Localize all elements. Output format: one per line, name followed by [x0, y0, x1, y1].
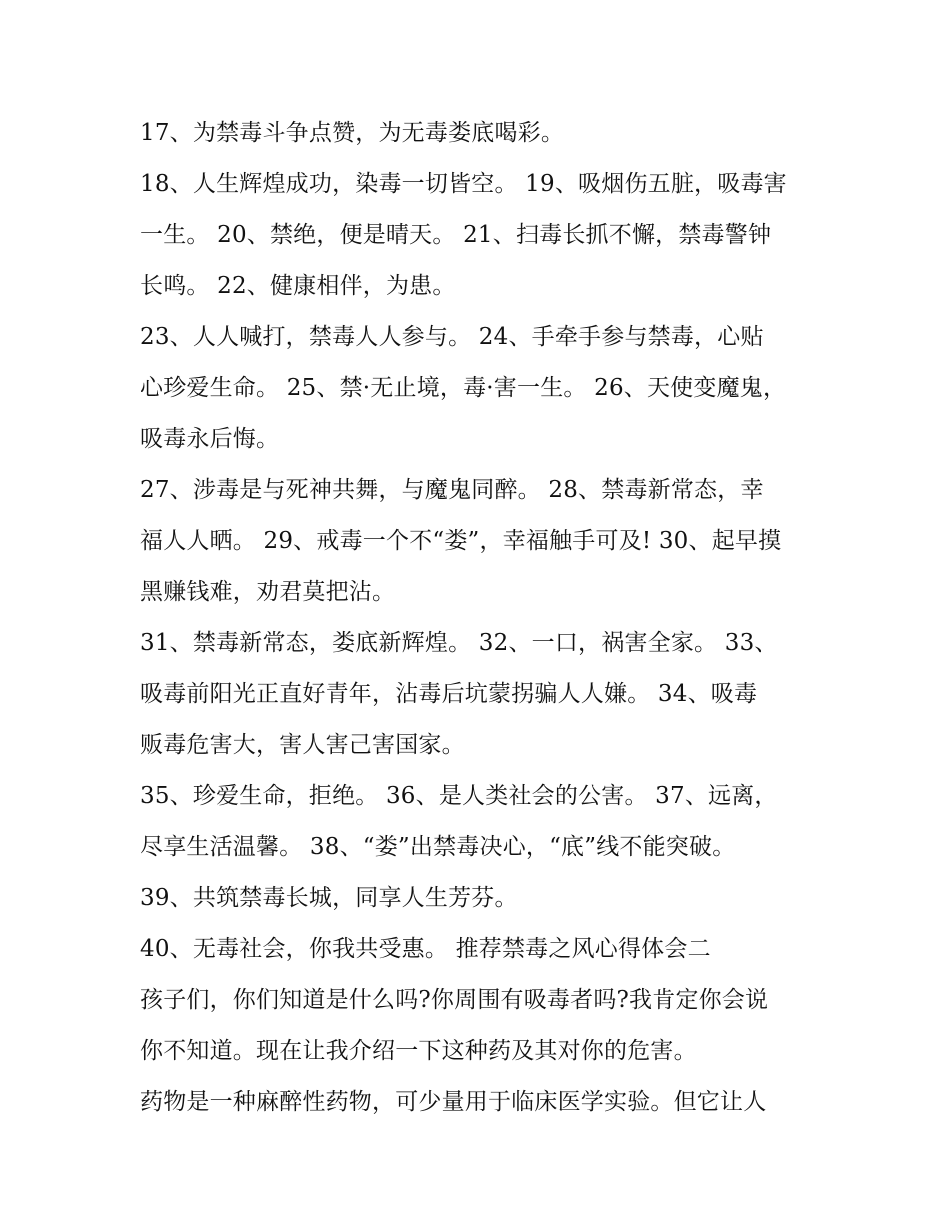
text-line-14: 35、珍爱生命，拒绝。 36、是人类社会的公害。 37、远离， [140, 783, 778, 809]
text-line-15: 尽享生活温馨。 38、“娄”出禁毒决心，“底”线不能突破。 [140, 834, 736, 860]
text-line-10: 黑赚钱难，劝君莫把沾。 [140, 579, 396, 605]
text-line-1: 17、为禁毒斗争点赞，为无毒娄底喝彩。 [140, 120, 565, 146]
text-line-6: 心珍爱生命。 25、禁·无止境，毒·害一生。 26、天使变魔鬼， [140, 375, 787, 401]
text-line-7: 吸毒永后悔。 [140, 426, 280, 452]
text-line-5: 23、人人喊打，禁毒人人参与。 24、手牵手参与禁毒，心贴 [140, 324, 764, 350]
text-line-4: 长鸣。 22、健康相伴，为患。 [140, 273, 456, 299]
text-line-16: 39、共筑禁毒长城，同享人生芳芬。 [140, 885, 518, 911]
text-line-12: 吸毒前阳光正直好青年，沾毒后坑蒙拐骗人人嫌。 34、吸毒 [140, 681, 758, 707]
text-line-17: 40、无毒社会，你我共受惠。 推荐禁毒之风心得体会二 [140, 936, 711, 962]
text-line-9: 福人人晒。 29、戒毒一个不“娄”，幸福触手可及! 30、起早摸 [140, 528, 782, 554]
text-line-8: 27、涉毒是与死神共舞，与魔鬼同醉。 28、禁毒新常态，幸 [140, 477, 764, 503]
text-line-18: 孩子们，你们知道是什么吗?你周围有吸毒者吗?我肯定你会说 [140, 987, 769, 1013]
text-line-3: 一生。 20、禁绝，便是晴天。 21、扫毒长抓不懈，禁毒警钟 [140, 222, 772, 248]
document-body [140, 108, 820, 1128]
text-line-19: 你不知道。现在让我介绍一下这种药及其对你的危害。 [140, 1038, 697, 1064]
text-line-2: 18、人生辉煌成功，染毒一切皆空。 19、吸烟伤五脏，吸毒害 [140, 171, 787, 197]
text-line-13: 贩毒危害大，害人害己害国家。 [140, 732, 465, 758]
text-line-20: 药物是一种麻醉性药物，可少量用于临床医学实验。但它让人 [140, 1089, 767, 1115]
text-line-11: 31、禁毒新常态，娄底新辉煌。 32、一口，祸害全家。 33、 [140, 630, 778, 656]
